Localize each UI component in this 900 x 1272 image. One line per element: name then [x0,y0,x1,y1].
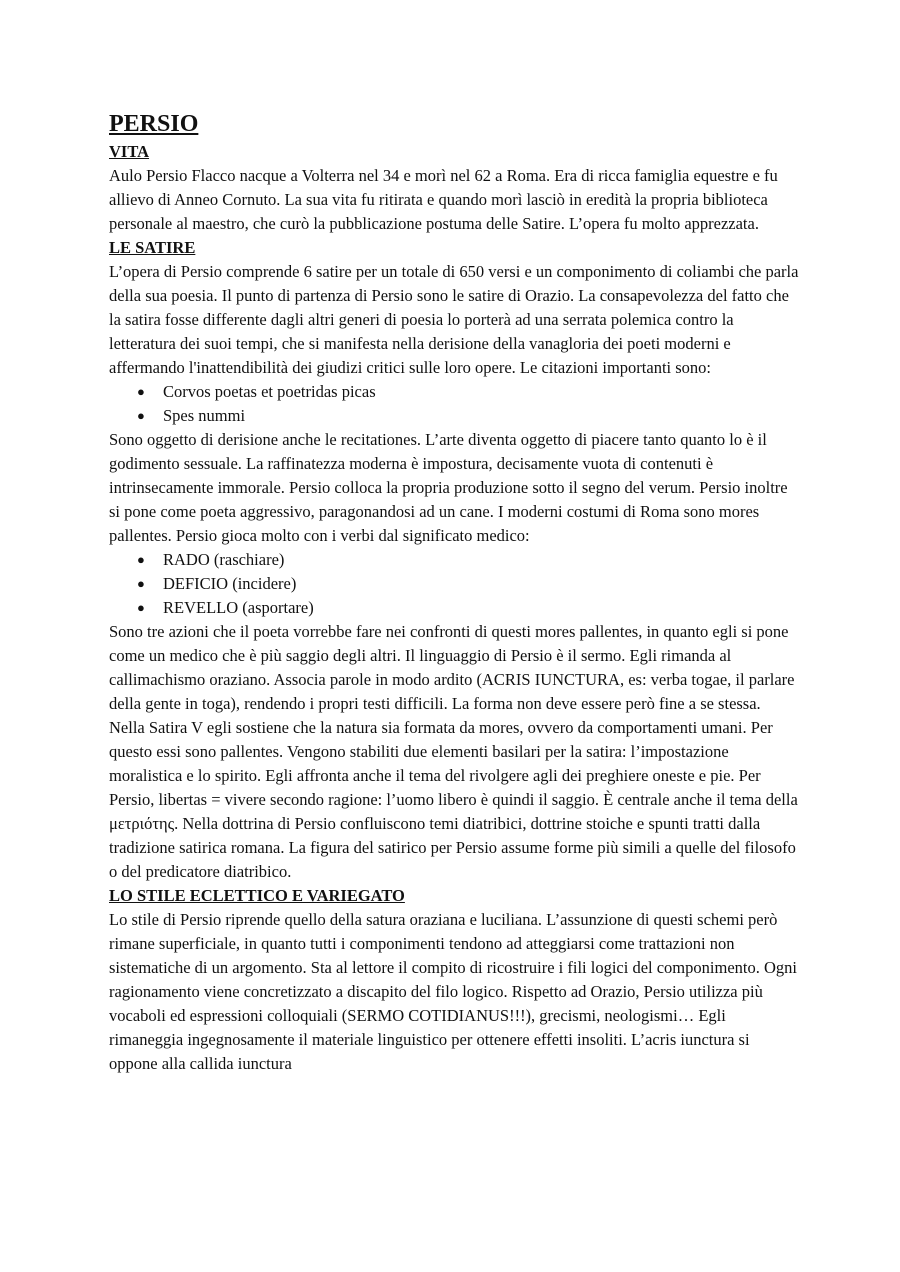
list-item [109,380,799,404]
bullet-list-verbi [109,548,799,620]
list-item-text: Spes nummi [163,406,246,425]
list-item [109,572,799,596]
list-item-text: RADO (raschiare) [163,550,285,569]
list-item-text: Corvos poetas et poetridas picas [163,382,376,401]
section-heading-stile: LO STILE ECLETTICO E VARIEGATO [109,886,405,905]
bullet-list-citazioni [109,380,799,428]
list-item [109,548,799,572]
bullet-icon: ● [137,384,145,399]
document-page [109,108,799,1076]
paragraph-satire-3: Sono tre azioni che il poeta vorrebbe fare nei confronti di questi mores pallentes, in quanto egli si pone come un medico che è più saggio degli altri. Il linguaggio di Persio è il sermo. Egli rimanda al callimachismo oraziano. Associa parole in modo ardito (ACRIS IUNCTURA, es: verba togae, il parlare della gente in toga), rendendo i propri testi difficili. La forma non deve essere però fine a se stessa. Nella Satira V egli sostiene che la natura sia formata da mores, ovvero da comportamenti umani. Per questo essi sono pallentes. Vengono stabiliti due elementi basilari per la satira: l’impostazione moralistica e lo spirito. Egli affronta anche il tema del rivolgere agli dei preghiere oneste e pie. Per Persio, libertas = vivere secondo ragione: l’uomo libero è quindi il saggio. È centrale anche il tema della μετριότης. Nella dottrina di Persio confluiscono temi diatribici, dottrine stoiche e spunti tratti dalla tradizione satirica romana. La figura del satirico per Persio assume forme più simili a quelle del filosofo o del predicatore diatribico. [109,622,798,881]
list-item-text: DEFICIO (incidere) [163,574,297,593]
paragraph-stile: Lo stile di Persio riprende quello della satura oraziana e luciliana. L’assunzione di questi schemi però rimane superficiale, in quanto tutti i componimenti tendono ad atteggiarsi come trattazioni non sistematiche di un argomento. Sta al lettore il compito di ricostruire i fili logici del componimento. Ogni ragionamento viene concretizzato a discapito del filo logico. Rispetto ad Orazio, Persio utilizza più vocaboli ed espressioni colloquiali (SERMO COTIDIANUS!!!), grecismi, neologismi… Egli rimaneggia ingegnosamente il materiale linguistico per ottenere effetti insoliti. L’acris iunctura si oppone alla callida iunctura [109,910,797,1073]
section-heading-vita: VITA [109,142,150,161]
bullet-icon: ● [137,552,145,567]
paragraph-vita: Aulo Persio Flacco nacque a Volterra nel 34 e morì nel 62 a Roma. Era di ricca famiglia equestre e fu allievo di Anneo Cornuto. La sua vita fu ritirata e quando morì lasciò in eredità la propria biblioteca personale al maestro, che curò la pubblicazione postuma delle Satire. L’opera fu molto apprezzata. [109,166,778,233]
paragraph-satire-2: Sono oggetto di derisione anche le recitationes. L’arte diventa oggetto di piacere tanto quanto lo è il godimento sessuale. La raffinatezza moderna è impostura, decisamente vuota di contenuti è intrinsecamente immorale. Persio colloca la propria produzione sotto il segno del verum. Persio inoltre si pone come poeta aggressivo, paragonandosi ad un cane. I moderni costumi di Roma sono mores pallentes. Persio gioca molto con i verbi dal significato medico: [109,430,788,545]
list-item [109,404,799,428]
bullet-icon: ● [137,576,145,591]
section-heading-satire: LE SATIRE [109,238,196,257]
paragraph-satire-1: L’opera di Persio comprende 6 satire per un totale di 650 versi e un componimento di coliambi che parla della sua poesia. Il punto di partenza di Persio sono le satire di Orazio. La consapevolezza del fatto che la satira fosse differente dagli altri generi di poesia lo porterà ad una serrata polemica contro la letteratura dei suoi tempi, che si manifesta nella derisione della vanagloria dei poeti moderni e affermando l'inattendibilità dei giudizi critici sulle loro opere. Le citazioni importanti sono: [109,262,799,377]
list-item-text: REVELLO (asportare) [163,598,314,617]
bullet-icon: ● [137,600,145,615]
bullet-icon: ● [137,408,145,423]
document-title: PERSIO [109,111,199,137]
list-item [109,596,799,620]
